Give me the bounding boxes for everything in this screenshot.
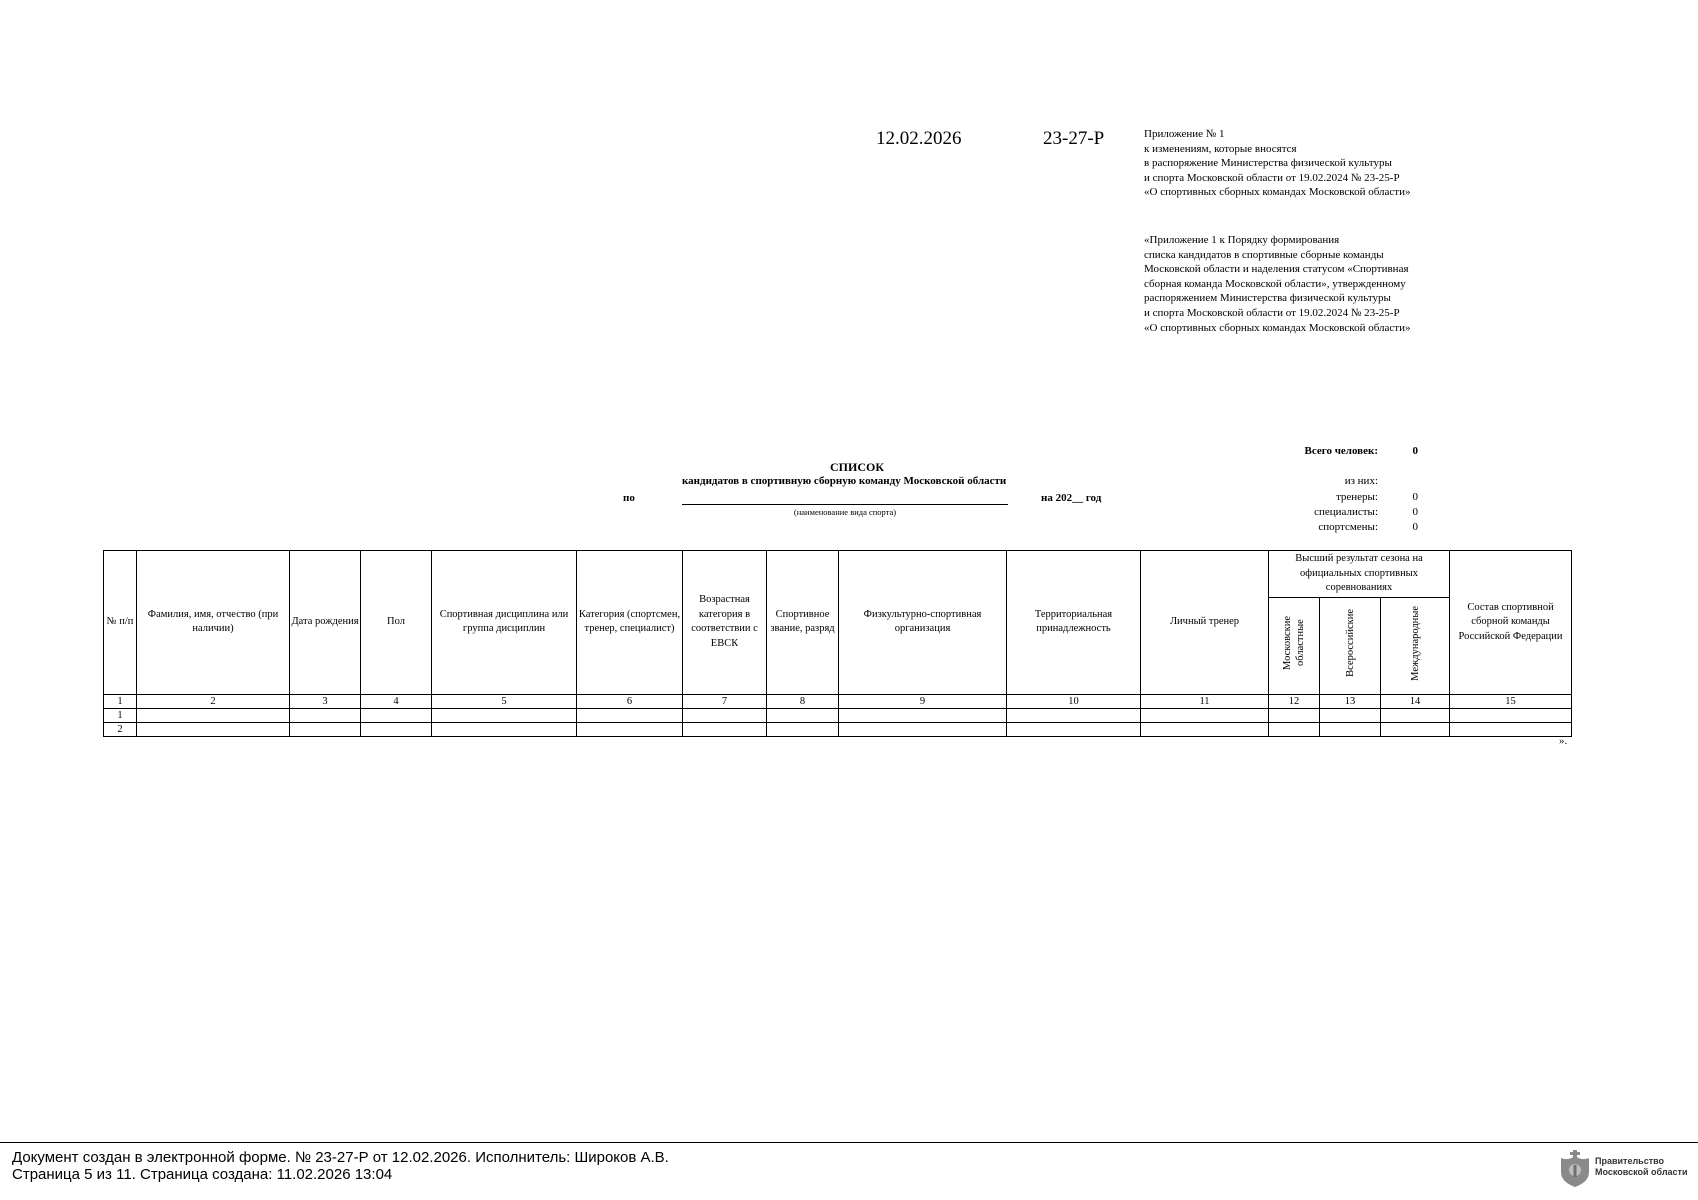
appendix-1-line: «О спортивных сборных командах Московской области» <box>1144 186 1411 199</box>
table-cell <box>1381 708 1450 722</box>
appendix-1-line: в распоряжение Министерства физической культуры <box>1144 157 1392 170</box>
closing-quote: ». <box>1559 735 1568 747</box>
gov-logo-line-1: Правительство <box>1595 1156 1665 1166</box>
column-number: 5 <box>432 694 577 708</box>
table-cell <box>1141 708 1269 722</box>
column-number: 3 <box>290 694 361 708</box>
table-cell <box>432 722 577 736</box>
appendix-2-line: сборная команда Московской области», утвержденному <box>1144 277 1406 290</box>
header-name: Фамилия, имя, отчество (при наличии) <box>137 551 290 695</box>
table-cell <box>137 708 290 722</box>
column-number: 14 <box>1381 694 1450 708</box>
table-cell <box>432 708 577 722</box>
table-cell <box>1269 708 1320 722</box>
table-cell <box>1450 722 1572 736</box>
header-sex: Пол <box>361 551 432 695</box>
header-international: Международные <box>1381 598 1450 695</box>
table-cell <box>1320 722 1381 736</box>
document-footer <box>12 1150 669 1183</box>
table-cell <box>361 708 432 722</box>
header-coach: Личный тренер <box>1141 551 1269 695</box>
column-number: 8 <box>767 694 839 708</box>
totals-block <box>1290 444 1418 535</box>
column-number: 1 <box>104 694 137 708</box>
year-label: на 202__ год <box>1041 492 1102 504</box>
athletes-label: спортсмены: <box>1318 521 1378 534</box>
header-territory: Территориальная принадлежность <box>1007 551 1141 695</box>
table-cell <box>839 722 1007 736</box>
appendix-2-line: Московской области и наделения статусом «Спортивная <box>1144 263 1409 276</box>
table-cell <box>1007 708 1141 722</box>
column-number: 2 <box>137 694 290 708</box>
table-cell <box>1007 722 1141 736</box>
header-organization: Физкультурно-спортивная организация <box>839 551 1007 695</box>
table-cell <box>683 722 767 736</box>
table-cell <box>1320 708 1381 722</box>
column-number: 15 <box>1450 694 1572 708</box>
document-number: 23-27-Р <box>1043 128 1105 149</box>
header-discipline: Спортивная дисциплина или группа дисциплин <box>432 551 577 695</box>
table-cell <box>361 722 432 736</box>
of-them-label: из них: <box>1344 475 1378 488</box>
column-number: 9 <box>839 694 1007 708</box>
total-value: 0 <box>1412 445 1418 457</box>
appendix-2-line: распоряжением Министерства физической культуры <box>1144 292 1391 305</box>
table-cell <box>1141 722 1269 736</box>
table-cell <box>577 708 683 722</box>
sport-name-hint: (наименование вида спорта) <box>793 507 897 517</box>
appendix-1-line: к изменениям, которые вносятся <box>1144 142 1297 155</box>
column-number: 7 <box>683 694 767 708</box>
po-label: по <box>623 492 635 504</box>
appendix-1-line: и спорта Московской области от 19.02.2024 № 23-25-Р <box>1144 171 1400 184</box>
appendix-2-line: и спорта Московской области от 19.02.2024 № 23-25-Р <box>1144 306 1400 319</box>
table-row <box>104 708 1572 722</box>
table-cell <box>683 708 767 722</box>
total-label: Всего человек: <box>1304 445 1378 457</box>
table-cell <box>577 722 683 736</box>
document-date: 12.02.2026 <box>876 128 962 149</box>
column-number: 10 <box>1007 694 1141 708</box>
specialists-label: специалисты: <box>1314 505 1378 518</box>
gov-logo-text <box>1595 1156 1688 1178</box>
header-birth: Дата рождения <box>290 551 361 695</box>
footer-line-2: Страница 5 из 11. Страница создана: 11.02.2026 13:04 <box>12 1165 393 1183</box>
table-row <box>104 722 1572 736</box>
appendix-2-line: «Приложение 1 к Порядку формирования <box>1144 234 1340 246</box>
coaches-value: 0 <box>1412 490 1418 503</box>
appendix-2-note <box>1144 233 1411 335</box>
header-num: № п/п <box>104 551 137 695</box>
column-number: 12 <box>1269 694 1320 708</box>
appendix-1-line: Приложение № 1 <box>1144 128 1225 140</box>
header-regional: Московские областные <box>1269 598 1320 695</box>
appendix-2-line: «О спортивных сборных командах Московской области» <box>1144 321 1411 334</box>
header-category: Категория (спортсмен, тренер, специалист) <box>577 551 683 695</box>
column-number: 4 <box>361 694 432 708</box>
table-cell: 2 <box>104 722 137 736</box>
list-subtitle: кандидатов в спортивную сборную команду Московской области <box>682 475 1007 487</box>
table-cell <box>839 708 1007 722</box>
gov-logo-line-2: Московской области <box>1595 1167 1688 1177</box>
sport-name-field <box>682 503 1008 505</box>
table-cell: 1 <box>104 708 137 722</box>
footer-divider <box>0 1142 1698 1143</box>
table-cell <box>137 722 290 736</box>
appendix-1-note <box>1144 127 1411 200</box>
column-number: 13 <box>1320 694 1381 708</box>
athletes-value: 0 <box>1412 521 1418 534</box>
candidates-table <box>103 550 1572 737</box>
footer-line-1: Документ создан в электронной форме. № 23-27-Р от 12.02.2026. Исполнитель: Широков А.В. <box>12 1149 669 1166</box>
list-title: СПИСОК <box>830 460 885 474</box>
header-rf-team: Состав спортивной сборной команды Российской Федерации <box>1450 551 1572 695</box>
table-cell <box>1450 708 1572 722</box>
header-rank: Спортивное звание, разряд <box>767 551 839 695</box>
table-cell <box>767 722 839 736</box>
table-cell <box>290 708 361 722</box>
coat-of-arms-icon <box>1558 1150 1592 1188</box>
column-number: 6 <box>577 694 683 708</box>
table-cell <box>767 708 839 722</box>
coaches-label: тренеры: <box>1335 490 1378 503</box>
header-best-result: Высший результат сезона на официальных спортивных соревнованиях <box>1269 551 1450 598</box>
appendix-2-line: списка кандидатов в спортивные сборные команды <box>1144 248 1384 261</box>
column-number: 11 <box>1141 694 1269 708</box>
table-cell <box>1269 722 1320 736</box>
header-age-category: Возрастная категория в соответствии с ЕВСК <box>683 551 767 695</box>
table-cell <box>1381 722 1450 736</box>
specialists-value: 0 <box>1412 505 1418 518</box>
table-cell <box>290 722 361 736</box>
column-numbers-row <box>104 694 1572 708</box>
header-national: Всероссийские <box>1320 598 1381 695</box>
